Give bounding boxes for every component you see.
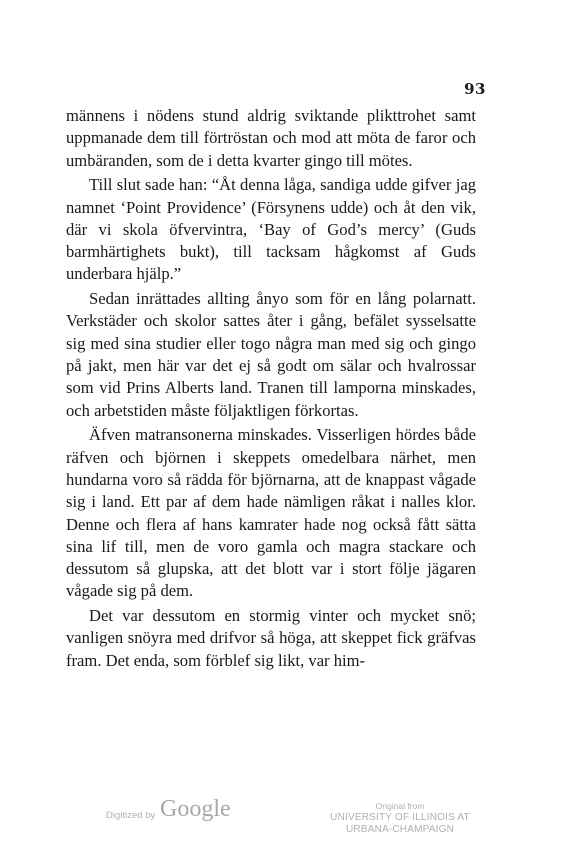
institution-line-1: UNIVERSITY OF ILLINOIS AT xyxy=(330,812,470,823)
google-logo: Google xyxy=(160,796,231,822)
digitization-footer xyxy=(0,796,574,846)
paragraph: Äfven matransonerna minskades. Visserligen hördes både räfven och björnen i skeppets omedelbara närhet, men hundarna voro så rädda för björnarna, att de knappast vågade sig i land. Ett par af dem hade nämligen råkat i nalles klor. Denne och flera af hans kamrater hade nog också fått sätta sina lif till, men de voro gamla och magra stackare och dessutom så glupska, att det blott var i stort följe jägaren vågade sig på dem. xyxy=(66,425,476,601)
body-text xyxy=(66,105,476,674)
page-number: 93 xyxy=(464,80,486,98)
source-attribution xyxy=(330,800,470,836)
paragraph: männens i nödens stund aldrig sviktande plikttrohet samt uppmanade dem till förtröstan och mod att möta de faror och umbäranden, som de i detta kvarter gingo till mötes. xyxy=(66,106,476,170)
paragraph: Sedan inrättades allting ånyo som för en lång polarnatt. Verkstäder och skolor sattes åter i gång, befälet sysselsatte sig med sina studier eller togo några man med sig och gingo på jakt, men här var det ej så godt om sälar och hvalrossar som vid Prins Alberts land. Tranen till lamporna minskades, och arbetstiden måste följaktligen förkortas. xyxy=(66,289,476,420)
paragraph: Till slut sade han: “Åt denna låga, sandiga udde gifver jag namnet ‘Point Providence’ (Försynens udde) och åt den vik, där vi skola öfvervintra, ‘Bay of God’s mercy’ (Guds barmhärtighets bukt), till tacksam hågkomst af Guds underbara hjälp.” xyxy=(66,175,476,284)
institution-line-2: URBANA-CHAMPAIGN xyxy=(345,824,455,835)
digitized-by-label: Digitized by xyxy=(106,810,156,821)
paragraph: Det var dessutom en stormig vinter och mycket snö; vanligen snöyra med drifvor så höga, att skeppet fick gräfvas fram. Det enda, som förblef sig likt, var him- xyxy=(66,606,476,670)
original-from-label: Original from xyxy=(375,801,425,811)
